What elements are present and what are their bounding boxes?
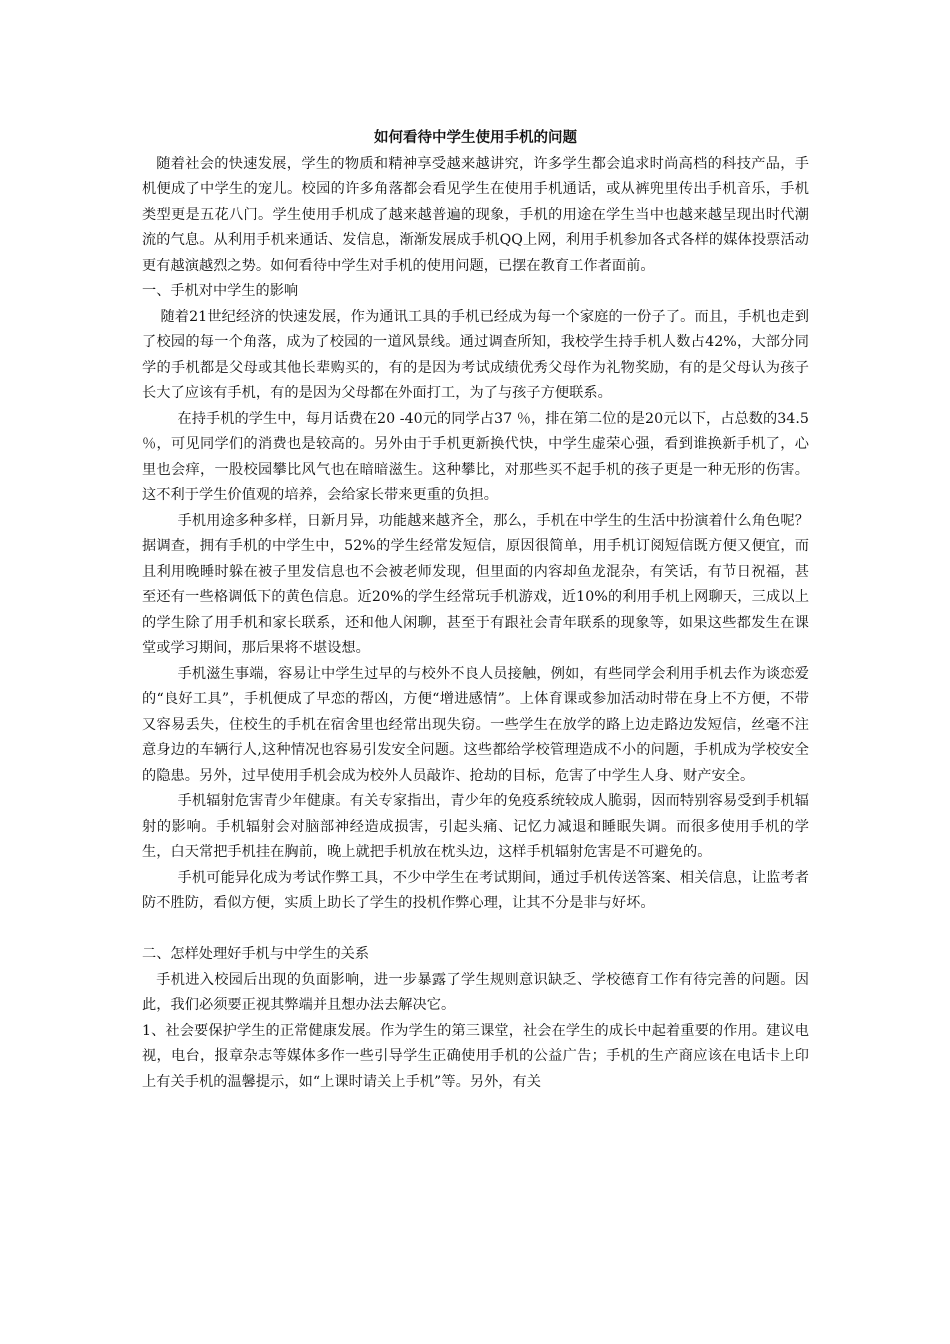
section-2-intro: 手机进入校园后出现的负面影响，进一步暴露了学生规则意识缺乏、学校德育工作有待完善的问题。因此，我们必须要正视其弊端并且想办法去解决它。 (142, 971, 809, 1013)
section-1-paragraph-5: 手机辐射危害青少年健康。有关专家指出，青少年的免疫系统较成人脆弱，因而特别容易受到手机辐射的影响。手机辐射会对脑部神经造成损害，引起头痛、记忆力减退和睡眠失调。而很多使用手机的学生，白天常把手机挂在胸前，晚上就把手机放在枕头边，这样手机辐射危害是不可避免的。 (142, 793, 809, 860)
section-2-item-1: 1、社会要保护学生的正常健康发展。作为学生的第三课堂，社会在学生的成长中起着重要的作用。建议电视，电台，报章杂志等媒体多作一些引导学生正确使用手机的公益广告；手机的生产商应该在电话卡上印上有关手机的温馨提示，如“上课时请关上手机”等。另外，有关 (142, 1022, 809, 1090)
blank-line (142, 917, 809, 943)
document-title: 如何看待中学生使用手机的问题 (374, 130, 577, 146)
intro-paragraph: 随着社会的快速发展，学生的物质和精神享受越来越讲究，许多学生都会追求时尚高档的科技产品，手机便成了中学生的宠儿。校园的许多角落都会看见学生在使用手机通话，或从裤兜里传出手机音乐，手机类型更是五花八门。学生使用手机成了越来越普遍的现象，手机的用途在学生当中也越来越呈现出时代潮流的气息。从利用手机来通话、发信息，渐渐发展成手机QQ上网，利用手机参加各式各样的媒体投票活动更有越演越烈之势。如何看待中学生对手机的使用问题，已摆在教育工作者面前。 (142, 155, 809, 274)
section-1-paragraph-2: 在持手机的学生中，每月话费在20 -40元的同学占37 ％，排在第二位的是20元以下，占总数的34.5 ％，可见同学们的消费也是较高的。另外由于手机更新换代快，中学生虚荣心强，看到谁换新手机了，心里也会痒，一股校园攀比风气也在暗暗滋生。这种攀比，对那些买不起手机的孩子更是一种无形的伤害。这不利于学生价值观的培养，会给家长带来更重的负担。 (142, 410, 809, 503)
section-2-heading: 二、怎样处理好手机与中学生的关系 (142, 946, 370, 962)
section-1-heading: 一、手机对中学生的影响 (142, 283, 299, 299)
section-1-paragraph-4: 手机滋生事端，容易让中学生过早的与校外不良人员接触，例如，有些同学会利用手机去作为谈恋爱的“良好工具”，手机便成了早恋的帮凶，方便“增进感情”。上体育课或参加活动时带在身上不方便，不带又容易丢失，住校生的手机在宿舍里也经常出现失窃。一些学生在放学的路上边走路边发短信，丝毫不注意身边的车辆行人,这种情况也容易引发安全问题。这些都给学校管理造成不小的问题，手机成为学校安全的隐患。另外，过早使用手机会成为校外人员敲诈、抢劫的目标，危害了中学生人身、财产安全。 (142, 665, 809, 784)
document-page (142, 126, 809, 1095)
section-1-paragraph-1: 随着21世纪经济的快速发展，作为通讯工具的手机已经成为每一个家庭的一份子了。而且，手机也走到了校园的每一个角落，成为了校园的一道风景线。通过调查所知，我校学生持手机人数占42%，大部分同学的手机都是父母或其他长辈购买的，有的是因为考试成绩优秀父母作为礼物奖励，有的是父母认为孩子长大了应该有手机，有的是因为父母都在外面打工，为了与孩子方便联系。 (142, 308, 809, 401)
section-1-paragraph-3: 手机用途多种多样，日新月异，功能越来越齐全，那么，手机在中学生的生活中扮演着什么角色呢？据调查，拥有手机的中学生中，52%的学生经常发短信，原因很简单，用手机订阅短信既方便又便宜，而且利用晚睡时躲在被子里发信息也不会被老师发现，但里面的内容却鱼龙混杂，有笑话，有节日祝福，甚至还有一些格调低下的黄色信息。近20%的学生经常玩手机游戏，近10%的利用手机上网聊天，三成以上的学生除了用手机和家长联系，还和他人闲聊，甚至于有跟社会青年联系的现象等，如果这些都发生在课堂或学习期间，那后果将不堪设想。 (142, 512, 809, 656)
section-1-paragraph-6: 手机可能异化成为考试作弊工具，不少中学生在考试期间，通过手机传送答案、相关信息，让监考者防不胜防，看似方便，实质上助长了学生的投机作弊心理，让其不分是非与好坏。 (142, 869, 809, 911)
